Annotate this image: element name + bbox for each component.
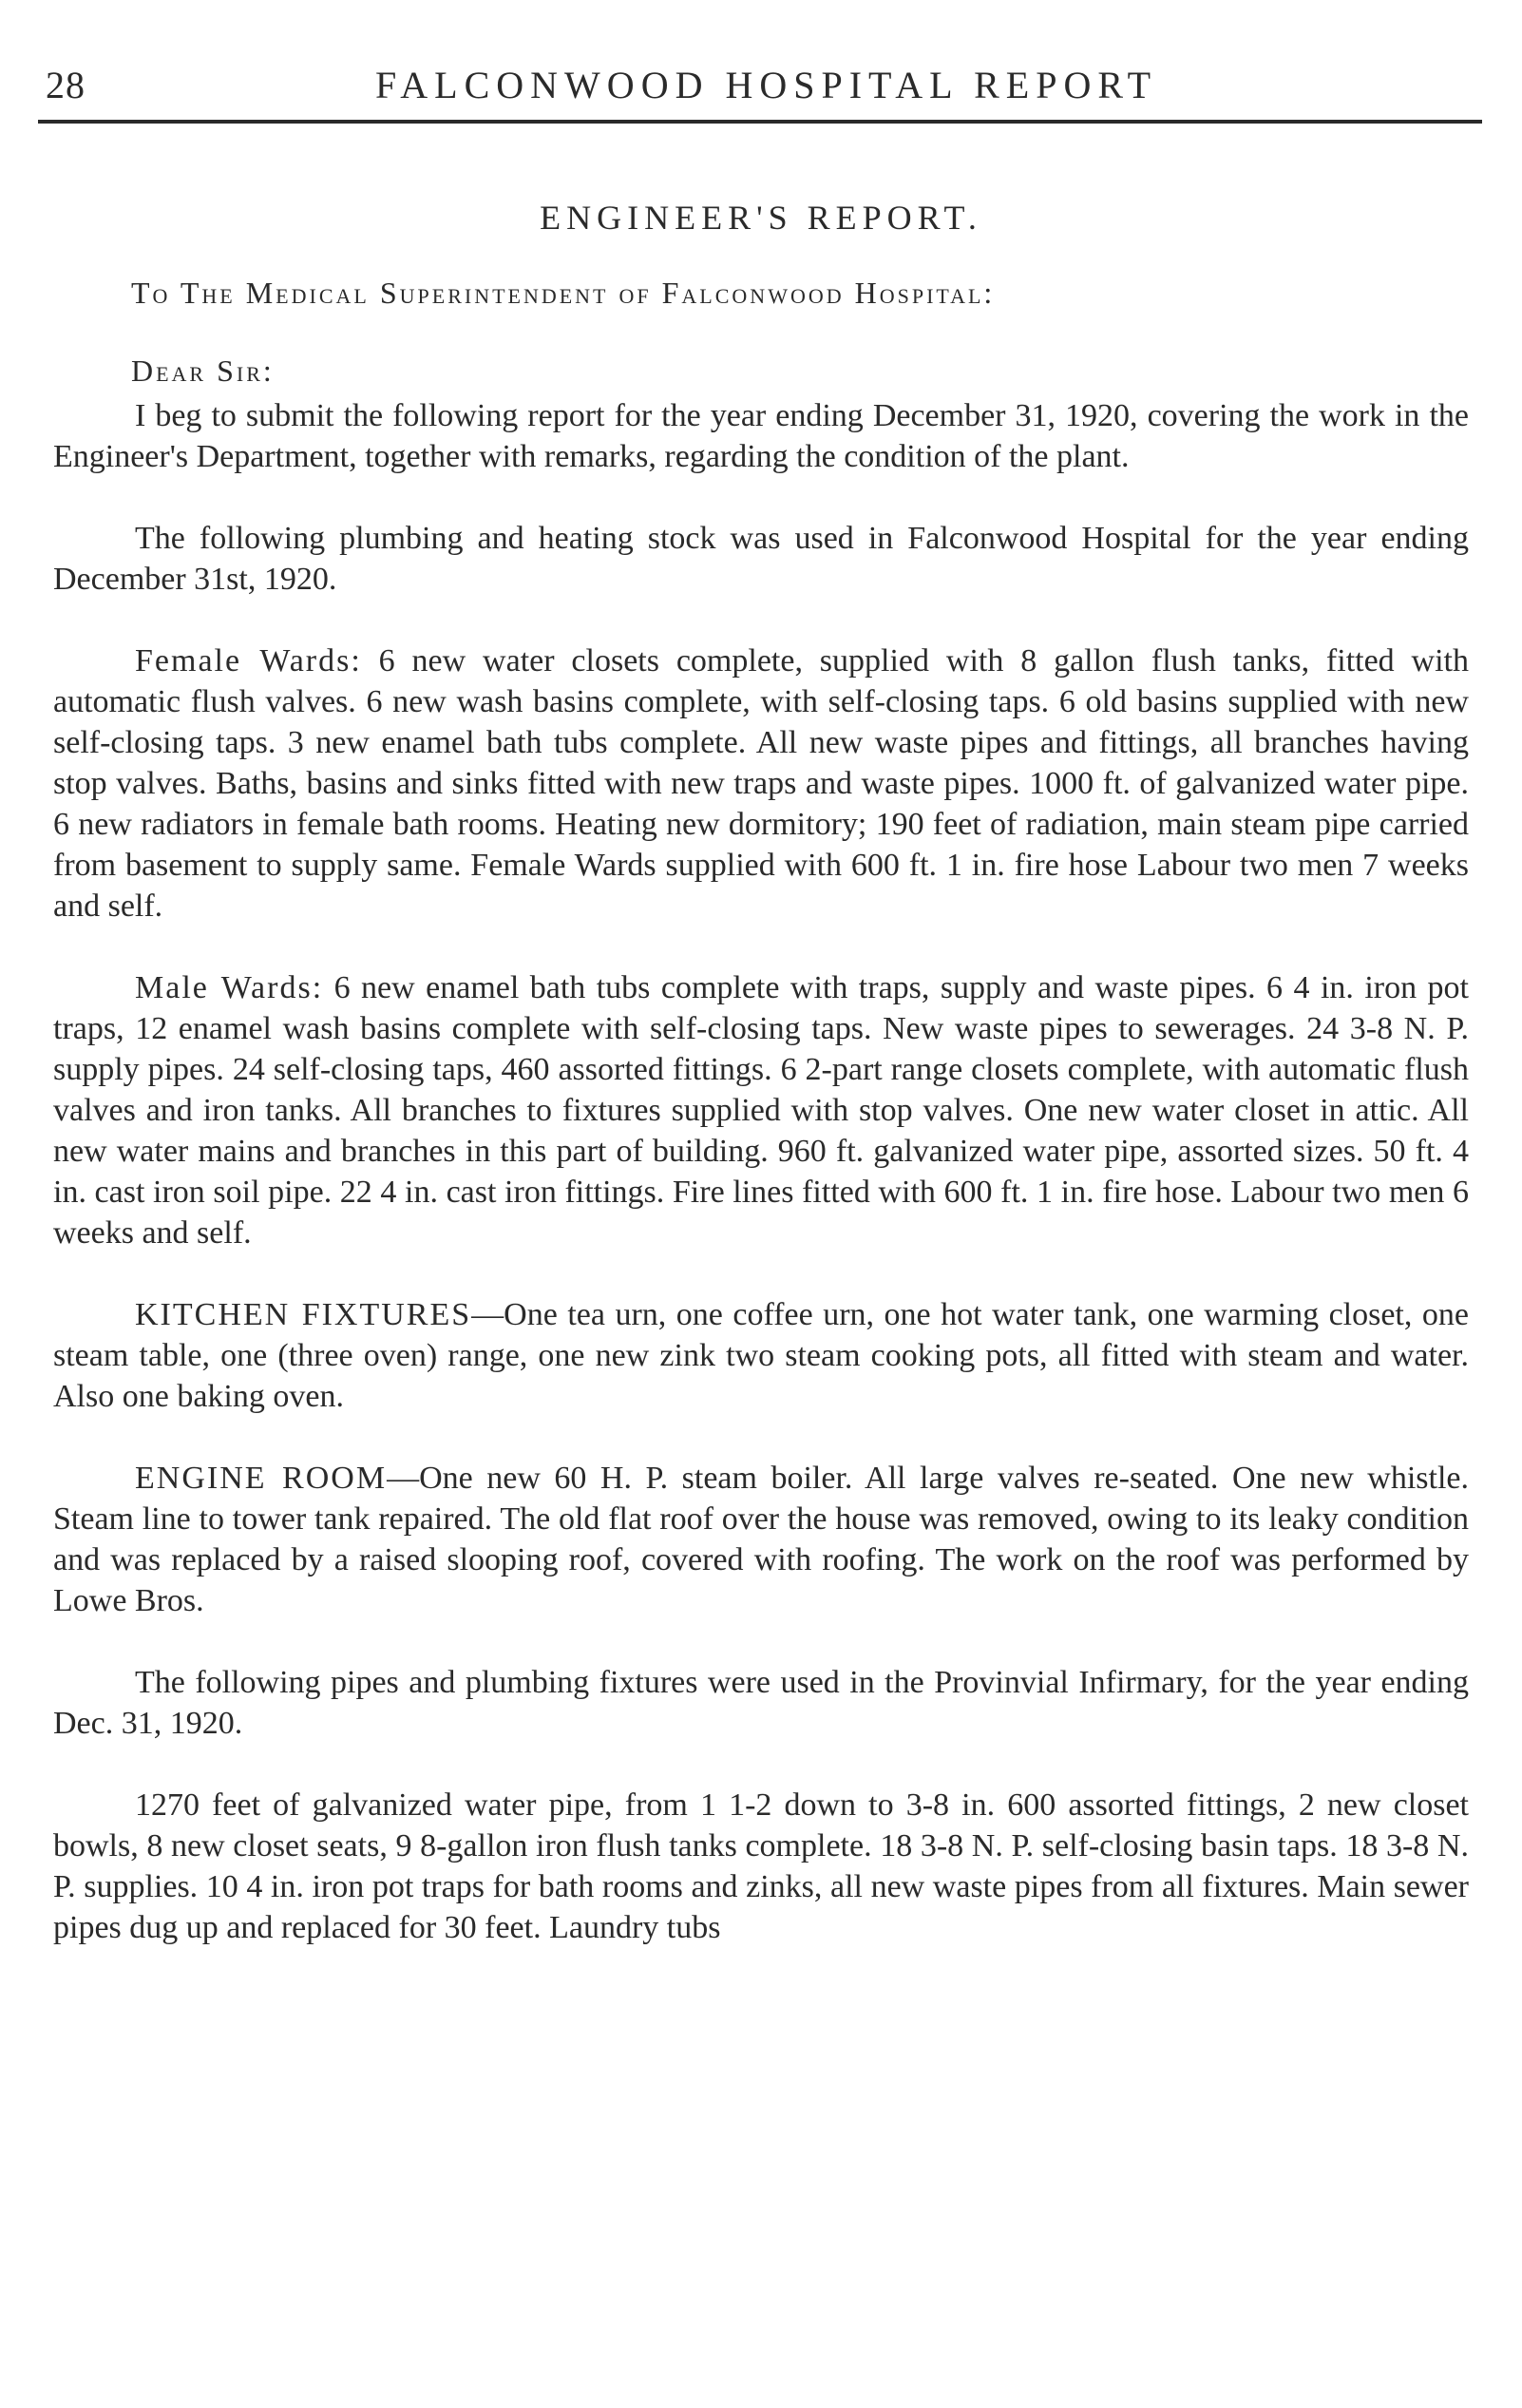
paragraph-lead: Male Wards: [135,970,324,1005]
report-body [53,395,1469,1989]
running-title: FALCONWOOD HOSPITAL REPORT [375,64,1158,106]
paragraph-kitchen-fixtures [53,1294,1469,1417]
paragraph-intro [53,395,1469,477]
paragraph-text: I beg to submit the following report for the year ending December 31, 1920, covering the work in the Engineer's Department, together with remarks, regarding the condition of the plant. [53,398,1469,474]
report-heading: ENGINEER'S REPORT. [540,199,982,237]
paragraph-text: 6 new water closets complete, supplied with 8 gallon flush tanks, fitted with automatic flush valves. 6 new wash basins complete, with self-closing taps. 6 old basins supplied with new self-closing taps. 3 new enamel bath tubs complete. All new waste pipes and fittings, all branches having stop valves. Baths, basins and sinks fitted with new traps and waste pipes. 1000 ft. of galvanized water pipe. 6 new radiators in female bath rooms. Heating new dormitory; 190 feet of radiation, main steam pipe carried from basement to supply same. Female Wards supplied with 600 ft. 1 in. fire hose Labour two men 7 weeks and self. [53,643,1469,924]
paragraph-text: 1270 feet of galvanized water pipe, from 1 1-2 down to 3-8 in. 600 assorted fittings, 2 new closet bowls, 8 new closet seats, 9 8-gallon iron flush tanks complete. 18 3-8 N. P. self-closing basin taps. 18 3-8 N. P. supplies. 10 4 in. iron pot traps for bath rooms and zinks, all new waste pipes from all fixtures. Main sewer pipes dug up and replaced for 30 feet. Laundry tubs [53,1787,1469,1945]
paragraph-engine-room [53,1458,1469,1621]
paragraph-lead: Female Wards: [135,643,362,678]
running-head [38,57,1482,124]
addressee-line: To The Medical Superintendent of Falconwood Hospital: [131,276,996,310]
paragraph-lead: KITCHEN FIXTURES [135,1297,472,1332]
paragraph-stock-intro [53,518,1469,600]
page-number: 28 [46,64,86,106]
paragraph-female-wards [53,640,1469,927]
paragraph-text: The following plumbing and heating stock was used in Falconwood Hospital for the year ending December 31st, 1920. [53,521,1469,597]
salutation: Dear Sir: [131,354,275,388]
paragraph-text: —One tea urn, one coffee urn, one hot water tank, one warming closet, one steam table, one (three oven) range, one new zink two steam cooking pots, all fitted with steam and water. Also one baking oven. [53,1297,1469,1414]
paragraph-lead: ENGINE ROOM [135,1461,388,1496]
paragraph-infirmary-intro [53,1662,1469,1744]
paragraph-text: 6 new enamel bath tubs complete with traps, supply and waste pipes. 6 4 in. iron pot traps, 12 enamel wash basins complete with self-closing taps. New waste pipes to sewerages. 24 3-8 N. P. supply pipes. 24 self-closing taps, 460 assorted fittings. 6 2-part range closets complete, with automatic flush valves and iron tanks. All branches to fixtures supplied with stop valves. One new water closet in attic. All new water mains and branches in this part of building. 960 ft. galvanized water pipe, assorted sizes. 50 ft. 4 in. cast iron soil pipe. 22 4 in. cast iron fittings. Fire lines fitted with 600 ft. 1 in. fire hose. Labour two men 6 weeks and self. [53,970,1469,1251]
paragraph-text: The following pipes and plumbing fixtures were used in the Provinvial Infirmary, for the year ending Dec. 31, 1920. [53,1665,1469,1741]
paragraph-text: —One new 60 H. P. steam boiler. All large valves re-seated. One new whistle. Steam line to tower tank repaired. The old flat roof over the house was removed, owing to its leaky condition and was replaced by a raised slooping roof, covered with roofing. The work on the roof was performed by Lowe Bros. [53,1461,1469,1618]
header-rule [38,120,1482,124]
paragraph-infirmary-items [53,1785,1469,1948]
paragraph-male-wards [53,967,1469,1253]
